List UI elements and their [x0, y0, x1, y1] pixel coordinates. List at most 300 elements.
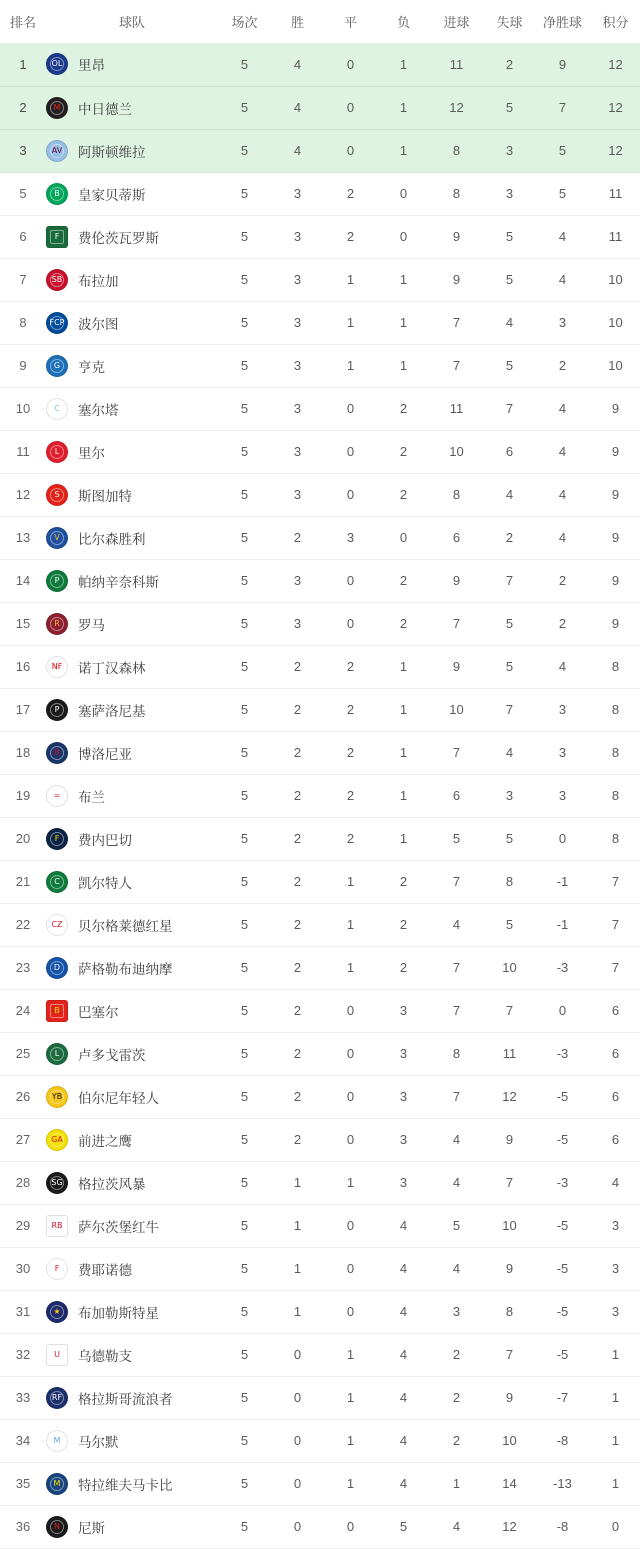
team-cell[interactable] — [46, 183, 218, 205]
cell-draw: 0 — [346, 1003, 355, 1018]
cell-loss: 4 — [399, 1476, 408, 1491]
team-name: 伯尔尼年轻人 — [78, 1090, 159, 1106]
cell-played: 5 — [240, 874, 249, 889]
cell-points: 11 — [608, 229, 623, 244]
cell-goal-diff: -5 — [556, 1261, 569, 1276]
cell-rank — [0, 688, 46, 731]
cell-rank — [0, 1419, 46, 1462]
cell-loss: 2 — [399, 487, 408, 502]
cell-draw: 0 — [346, 401, 355, 416]
rank-value: 36 — [15, 1519, 31, 1534]
team-cell[interactable] — [46, 97, 218, 119]
table-row[interactable] — [0, 1333, 640, 1376]
cell-draw: 1 — [346, 272, 355, 287]
table-row[interactable] — [0, 258, 640, 301]
table-row[interactable] — [0, 301, 640, 344]
table-row[interactable] — [0, 946, 640, 989]
cell-win: 2 — [293, 530, 302, 545]
cell-goals-against: 5 — [505, 272, 514, 287]
team-name: 马尔默 — [78, 1434, 119, 1450]
cell-points: 11 — [608, 186, 623, 201]
team-crest-icon: B — [46, 742, 68, 764]
cell-draw: 0 — [346, 1519, 355, 1534]
team-crest-icon: SG — [46, 1172, 68, 1194]
cell-win: 0 — [293, 1433, 302, 1448]
rank-value: 27 — [15, 1132, 31, 1147]
team-cell[interactable] — [46, 269, 218, 291]
cell-draw: 0 — [346, 56, 355, 72]
team-cell[interactable] — [46, 1129, 218, 1151]
cell-goal-diff: 7 — [558, 100, 567, 115]
cell-team[interactable] — [46, 516, 218, 559]
cell-goal-diff: 4 — [558, 487, 567, 502]
table-row[interactable] — [0, 1075, 640, 1118]
cell-played: 5 — [240, 1218, 249, 1233]
table-row[interactable] — [0, 1204, 640, 1247]
cell-draw: 0 — [346, 100, 355, 115]
rank-value: 18 — [15, 745, 31, 760]
header-goals-against: 失球 — [483, 0, 536, 43]
cell-draw: 2 — [346, 186, 355, 201]
cell-loss: 1 — [399, 358, 408, 373]
team-name: 斯图加特 — [78, 488, 132, 504]
cell-rank — [0, 215, 46, 258]
team-cell[interactable] — [46, 1172, 218, 1194]
cell-played: 5 — [240, 272, 249, 287]
table-row[interactable] — [0, 731, 640, 774]
rank-value: 11 — [16, 444, 30, 459]
team-cell[interactable] — [46, 226, 218, 248]
table-row[interactable] — [0, 989, 640, 1032]
cell-goals-against: 12 — [502, 1519, 517, 1534]
table-row[interactable] — [0, 1376, 640, 1419]
table-row[interactable] — [0, 1462, 640, 1505]
cell-rank — [0, 86, 46, 129]
cell-points: 3 — [611, 1261, 620, 1276]
cell-team[interactable] — [46, 1118, 218, 1161]
cell-points: 3 — [611, 1304, 620, 1319]
cell-team[interactable] — [46, 301, 218, 344]
team-crest-icon: F — [46, 1258, 68, 1280]
cell-win: 1 — [293, 1218, 302, 1233]
cell-rank — [0, 817, 46, 860]
cell-points: 1 — [611, 1390, 620, 1405]
table-row[interactable] — [0, 172, 640, 215]
cell-team[interactable] — [46, 1462, 218, 1505]
cell-goals-for: 6 — [452, 788, 461, 803]
rank-value: 22 — [15, 917, 31, 932]
cell-win: 1 — [293, 1175, 302, 1190]
table-row[interactable] — [0, 1419, 640, 1462]
table-row[interactable] — [0, 559, 640, 602]
table-row[interactable] — [0, 903, 640, 946]
cell-points: 12 — [608, 56, 623, 72]
team-name: 费耶诺德 — [78, 1262, 132, 1278]
table-row[interactable] — [0, 129, 640, 172]
cell-team[interactable] — [46, 645, 218, 688]
cell-points: 9 — [611, 487, 620, 502]
cell-goals-against: 7 — [505, 573, 514, 588]
team-name: 塞萨洛尼基 — [78, 703, 146, 719]
cell-loss: 4 — [399, 1433, 408, 1448]
cell-team[interactable] — [46, 473, 218, 516]
cell-points: 9 — [611, 616, 620, 631]
team-name: 格拉斯哥流浪者 — [78, 1391, 173, 1407]
team-crest-icon: D — [46, 957, 68, 979]
cell-goals-against: 5 — [505, 229, 514, 244]
cell-goals-for: 8 — [452, 487, 461, 502]
rank-value: 9 — [19, 358, 27, 373]
cell-played: 5 — [240, 960, 249, 975]
cell-goal-diff: 3 — [558, 702, 567, 717]
cell-goals-against: 3 — [505, 143, 514, 158]
cell-points: 0 — [611, 1519, 620, 1534]
cell-points: 7 — [611, 874, 620, 889]
cell-goals-for: 1 — [452, 1476, 461, 1491]
team-cell[interactable] — [46, 656, 218, 678]
cell-win: 0 — [293, 1390, 302, 1405]
team-cell[interactable] — [46, 828, 218, 850]
cell-team[interactable] — [46, 1075, 218, 1118]
table-row[interactable] — [0, 473, 640, 516]
team-cell[interactable] — [46, 1043, 218, 1065]
team-crest-icon: M — [46, 1473, 68, 1495]
rank-value: 14 — [15, 573, 31, 588]
cell-win: 3 — [293, 315, 302, 330]
cell-team[interactable] — [46, 903, 218, 946]
cell-loss: 4 — [399, 1347, 408, 1362]
cell-team[interactable] — [46, 688, 218, 731]
table-row[interactable] — [0, 86, 640, 129]
cell-draw: 1 — [346, 315, 355, 330]
cell-win: 0 — [293, 1347, 302, 1362]
cell-win: 1 — [293, 1261, 302, 1276]
team-cell[interactable] — [46, 570, 218, 592]
cell-rank — [0, 1290, 46, 1333]
cell-team[interactable] — [46, 946, 218, 989]
cell-rank — [0, 602, 46, 645]
cell-draw: 1 — [346, 1390, 355, 1405]
cell-team[interactable] — [46, 43, 218, 86]
cell-goals-for: 8 — [452, 186, 461, 201]
cell-points: 10 — [608, 315, 623, 330]
cell-team[interactable] — [46, 172, 218, 215]
rank-value: 3 — [19, 143, 27, 158]
cell-goals-for: 4 — [452, 1132, 461, 1147]
cell-goal-diff: 4 — [558, 401, 567, 416]
cell-played: 5 — [240, 1003, 249, 1018]
cell-goals-against: 7 — [505, 401, 514, 416]
table-row[interactable] — [0, 774, 640, 817]
cell-goal-diff: 4 — [558, 659, 567, 674]
team-cell[interactable] — [46, 1301, 218, 1323]
cell-draw: 1 — [346, 1433, 355, 1448]
cell-goal-diff: -7 — [556, 1390, 569, 1405]
cell-goals-against: 10 — [502, 1433, 517, 1448]
team-name: 罗马 — [78, 617, 105, 633]
team-cell[interactable] — [46, 871, 218, 893]
rank-value: 35 — [15, 1476, 31, 1491]
cell-win: 3 — [293, 487, 302, 502]
team-cell[interactable] — [46, 355, 218, 377]
rank-value: 26 — [15, 1089, 31, 1104]
cell-played: 5 — [240, 56, 249, 72]
table-row[interactable] — [0, 1290, 640, 1333]
cell-goals-for: 7 — [452, 960, 461, 975]
cell-played: 5 — [240, 616, 249, 631]
cell-team[interactable] — [46, 1161, 218, 1204]
team-cell[interactable] — [46, 785, 218, 807]
cell-goal-diff: 3 — [558, 788, 567, 803]
cell-goals-against: 8 — [505, 1304, 514, 1319]
cell-team[interactable] — [46, 1032, 218, 1075]
table-row[interactable] — [0, 1118, 640, 1161]
team-cell[interactable] — [46, 398, 218, 420]
cell-rank — [0, 860, 46, 903]
cell-played: 5 — [240, 229, 249, 244]
table-row[interactable] — [0, 1247, 640, 1290]
cell-points: 8 — [611, 831, 620, 846]
cell-goals-for: 7 — [452, 358, 461, 373]
team-name: 前进之鹰 — [78, 1133, 132, 1149]
team-cell[interactable] — [46, 1473, 218, 1495]
table-row[interactable] — [0, 860, 640, 903]
rank-value: 17 — [15, 702, 31, 717]
cell-loss: 4 — [399, 1261, 408, 1276]
team-cell[interactable] — [46, 613, 218, 635]
cell-team[interactable] — [46, 1505, 218, 1548]
cell-team[interactable] — [46, 559, 218, 602]
team-cell[interactable] — [46, 914, 218, 936]
cell-team[interactable] — [46, 1204, 218, 1247]
cell-points: 9 — [611, 444, 620, 459]
cell-loss: 1 — [399, 659, 408, 674]
table-row[interactable] — [0, 817, 640, 860]
cell-played: 5 — [240, 315, 249, 330]
cell-played: 5 — [240, 1347, 249, 1362]
team-cell[interactable] — [46, 1215, 218, 1237]
team-cell[interactable] — [46, 140, 218, 162]
cell-goals-against: 5 — [505, 616, 514, 631]
cell-team[interactable] — [46, 129, 218, 172]
cell-rank — [0, 1505, 46, 1548]
cell-goals-for: 7 — [452, 1003, 461, 1018]
team-name: 诺丁汉森林 — [78, 660, 146, 676]
cell-goals-against: 7 — [505, 1175, 514, 1190]
team-crest-icon: ★ — [46, 1301, 68, 1323]
cell-team[interactable] — [46, 860, 218, 903]
header-goal-diff: 净胜球 — [536, 0, 589, 43]
cell-goal-diff: -5 — [556, 1132, 569, 1147]
cell-goals-for: 7 — [452, 874, 461, 889]
cell-goal-diff: 5 — [558, 143, 567, 158]
cell-team[interactable] — [46, 344, 218, 387]
cell-rank — [0, 1333, 46, 1376]
team-crest-icon: F — [46, 828, 68, 850]
header-row — [0, 0, 640, 43]
cell-win: 3 — [293, 358, 302, 373]
rank-value: 6 — [19, 229, 27, 244]
cell-team[interactable] — [46, 817, 218, 860]
cell-goals-for: 9 — [452, 229, 461, 244]
rank-value: 13 — [15, 530, 31, 545]
table-row[interactable] — [0, 1032, 640, 1075]
team-cell[interactable] — [46, 441, 218, 463]
table-row[interactable] — [0, 516, 640, 559]
cell-goals-for: 4 — [452, 1261, 461, 1276]
table-row[interactable] — [0, 430, 640, 473]
cell-points: 8 — [611, 788, 620, 803]
team-cell[interactable] — [46, 312, 218, 334]
cell-loss: 2 — [399, 401, 408, 416]
cell-team[interactable] — [46, 774, 218, 817]
cell-draw: 0 — [346, 1261, 355, 1276]
cell-loss: 3 — [399, 1089, 408, 1104]
cell-draw: 1 — [346, 960, 355, 975]
cell-played: 5 — [240, 358, 249, 373]
cell-draw: 2 — [346, 831, 355, 846]
cell-team[interactable] — [46, 258, 218, 301]
cell-played: 5 — [240, 573, 249, 588]
cell-goal-diff: 3 — [558, 745, 567, 760]
table-row[interactable] — [0, 1505, 640, 1548]
table-row[interactable] — [0, 43, 640, 86]
cell-goals-for: 5 — [452, 1218, 461, 1233]
cell-rank — [0, 473, 46, 516]
cell-loss: 2 — [399, 573, 408, 588]
team-cell[interactable] — [46, 1344, 218, 1366]
cell-draw: 1 — [346, 917, 355, 932]
cell-rank — [0, 1462, 46, 1505]
team-cell[interactable] — [46, 1000, 218, 1022]
team-crest-icon: C — [46, 398, 68, 420]
cell-rank — [0, 1032, 46, 1075]
cell-team[interactable] — [46, 1290, 218, 1333]
cell-team[interactable] — [46, 1333, 218, 1376]
cell-goal-diff: -8 — [556, 1519, 569, 1534]
team-cell[interactable] — [46, 957, 218, 979]
team-crest-icon: G — [46, 355, 68, 377]
cell-goals-against: 5 — [505, 831, 514, 846]
cell-win: 0 — [293, 1519, 302, 1534]
cell-goals-for: 5 — [452, 831, 461, 846]
cell-points: 9 — [611, 401, 620, 416]
cell-goal-diff: -5 — [556, 1218, 569, 1233]
team-crest-icon: = — [46, 785, 68, 807]
team-cell[interactable] — [46, 484, 218, 506]
cell-team[interactable] — [46, 731, 218, 774]
cell-goals-against: 2 — [505, 56, 514, 72]
cell-rank — [0, 774, 46, 817]
rank-value: 12 — [15, 487, 31, 502]
cell-goal-diff: 9 — [558, 56, 567, 72]
team-cell[interactable] — [46, 527, 218, 549]
cell-loss: 4 — [399, 1390, 408, 1405]
cell-win: 2 — [293, 1132, 302, 1147]
cell-goals-against: 11 — [502, 1046, 517, 1061]
table-row[interactable] — [0, 344, 640, 387]
cell-goals-against: 5 — [505, 358, 514, 373]
cell-loss: 1 — [399, 56, 408, 72]
team-name: 里尔 — [78, 445, 105, 461]
cell-team[interactable] — [46, 1419, 218, 1462]
cell-loss: 2 — [399, 917, 408, 932]
table-row[interactable] — [0, 387, 640, 430]
cell-loss: 2 — [399, 444, 408, 459]
team-cell[interactable] — [46, 53, 218, 75]
cell-team[interactable] — [46, 215, 218, 258]
header-team: 球队 — [46, 0, 218, 43]
team-cell[interactable] — [46, 1258, 218, 1280]
cell-points: 6 — [611, 1046, 620, 1061]
cell-rank — [0, 172, 46, 215]
team-crest-icon: P — [46, 570, 68, 592]
table-row[interactable] — [0, 602, 640, 645]
team-cell[interactable] — [46, 1387, 218, 1409]
team-cell[interactable] — [46, 1516, 218, 1538]
cell-points: 12 — [608, 143, 623, 158]
cell-rank — [0, 946, 46, 989]
team-crest-icon: S — [46, 484, 68, 506]
team-cell[interactable] — [46, 1086, 218, 1108]
cell-goals-against: 4 — [505, 315, 514, 330]
cell-team[interactable] — [46, 1247, 218, 1290]
cell-goals-for: 10 — [449, 702, 464, 717]
cell-played: 5 — [240, 1476, 249, 1491]
cell-team[interactable] — [46, 602, 218, 645]
team-cell[interactable] — [46, 1430, 218, 1452]
team-cell[interactable] — [46, 742, 218, 764]
cell-team[interactable] — [46, 430, 218, 473]
rank-value: 34 — [15, 1433, 31, 1448]
team-crest-icon: M — [46, 97, 68, 119]
cell-loss: 4 — [399, 1218, 408, 1233]
cell-win: 3 — [293, 401, 302, 416]
cell-rank — [0, 129, 46, 172]
team-name: 贝尔格莱德红星 — [78, 918, 173, 934]
table-row[interactable] — [0, 688, 640, 731]
cell-team[interactable] — [46, 86, 218, 129]
table-row[interactable] — [0, 645, 640, 688]
cell-loss: 2 — [399, 874, 408, 889]
cell-win: 1 — [293, 1304, 302, 1319]
cell-team[interactable] — [46, 387, 218, 430]
team-name: 萨格勒布迪纳摩 — [78, 961, 173, 977]
team-crest-icon: L — [46, 1043, 68, 1065]
cell-team[interactable] — [46, 989, 218, 1032]
cell-win: 4 — [293, 56, 302, 72]
table-row[interactable] — [0, 1161, 640, 1204]
cell-team[interactable] — [46, 1376, 218, 1419]
cell-rank — [0, 1204, 46, 1247]
cell-rank — [0, 516, 46, 559]
team-crest-icon: B — [46, 1000, 68, 1022]
rank-value: 19 — [15, 788, 31, 803]
team-cell[interactable] — [46, 699, 218, 721]
cell-goals-against: 14 — [502, 1476, 517, 1491]
table-row[interactable] — [0, 215, 640, 258]
cell-rank — [0, 1376, 46, 1419]
cell-goal-diff: 0 — [558, 1003, 567, 1018]
cell-draw: 0 — [346, 1218, 355, 1233]
team-name: 特拉维夫马卡比 — [78, 1477, 173, 1493]
cell-draw: 1 — [346, 358, 355, 373]
cell-goals-for: 2 — [452, 1433, 461, 1448]
cell-loss: 0 — [399, 186, 408, 201]
cell-played: 5 — [240, 1046, 249, 1061]
cell-goals-for: 7 — [452, 745, 461, 760]
team-name: 尼斯 — [78, 1520, 105, 1536]
